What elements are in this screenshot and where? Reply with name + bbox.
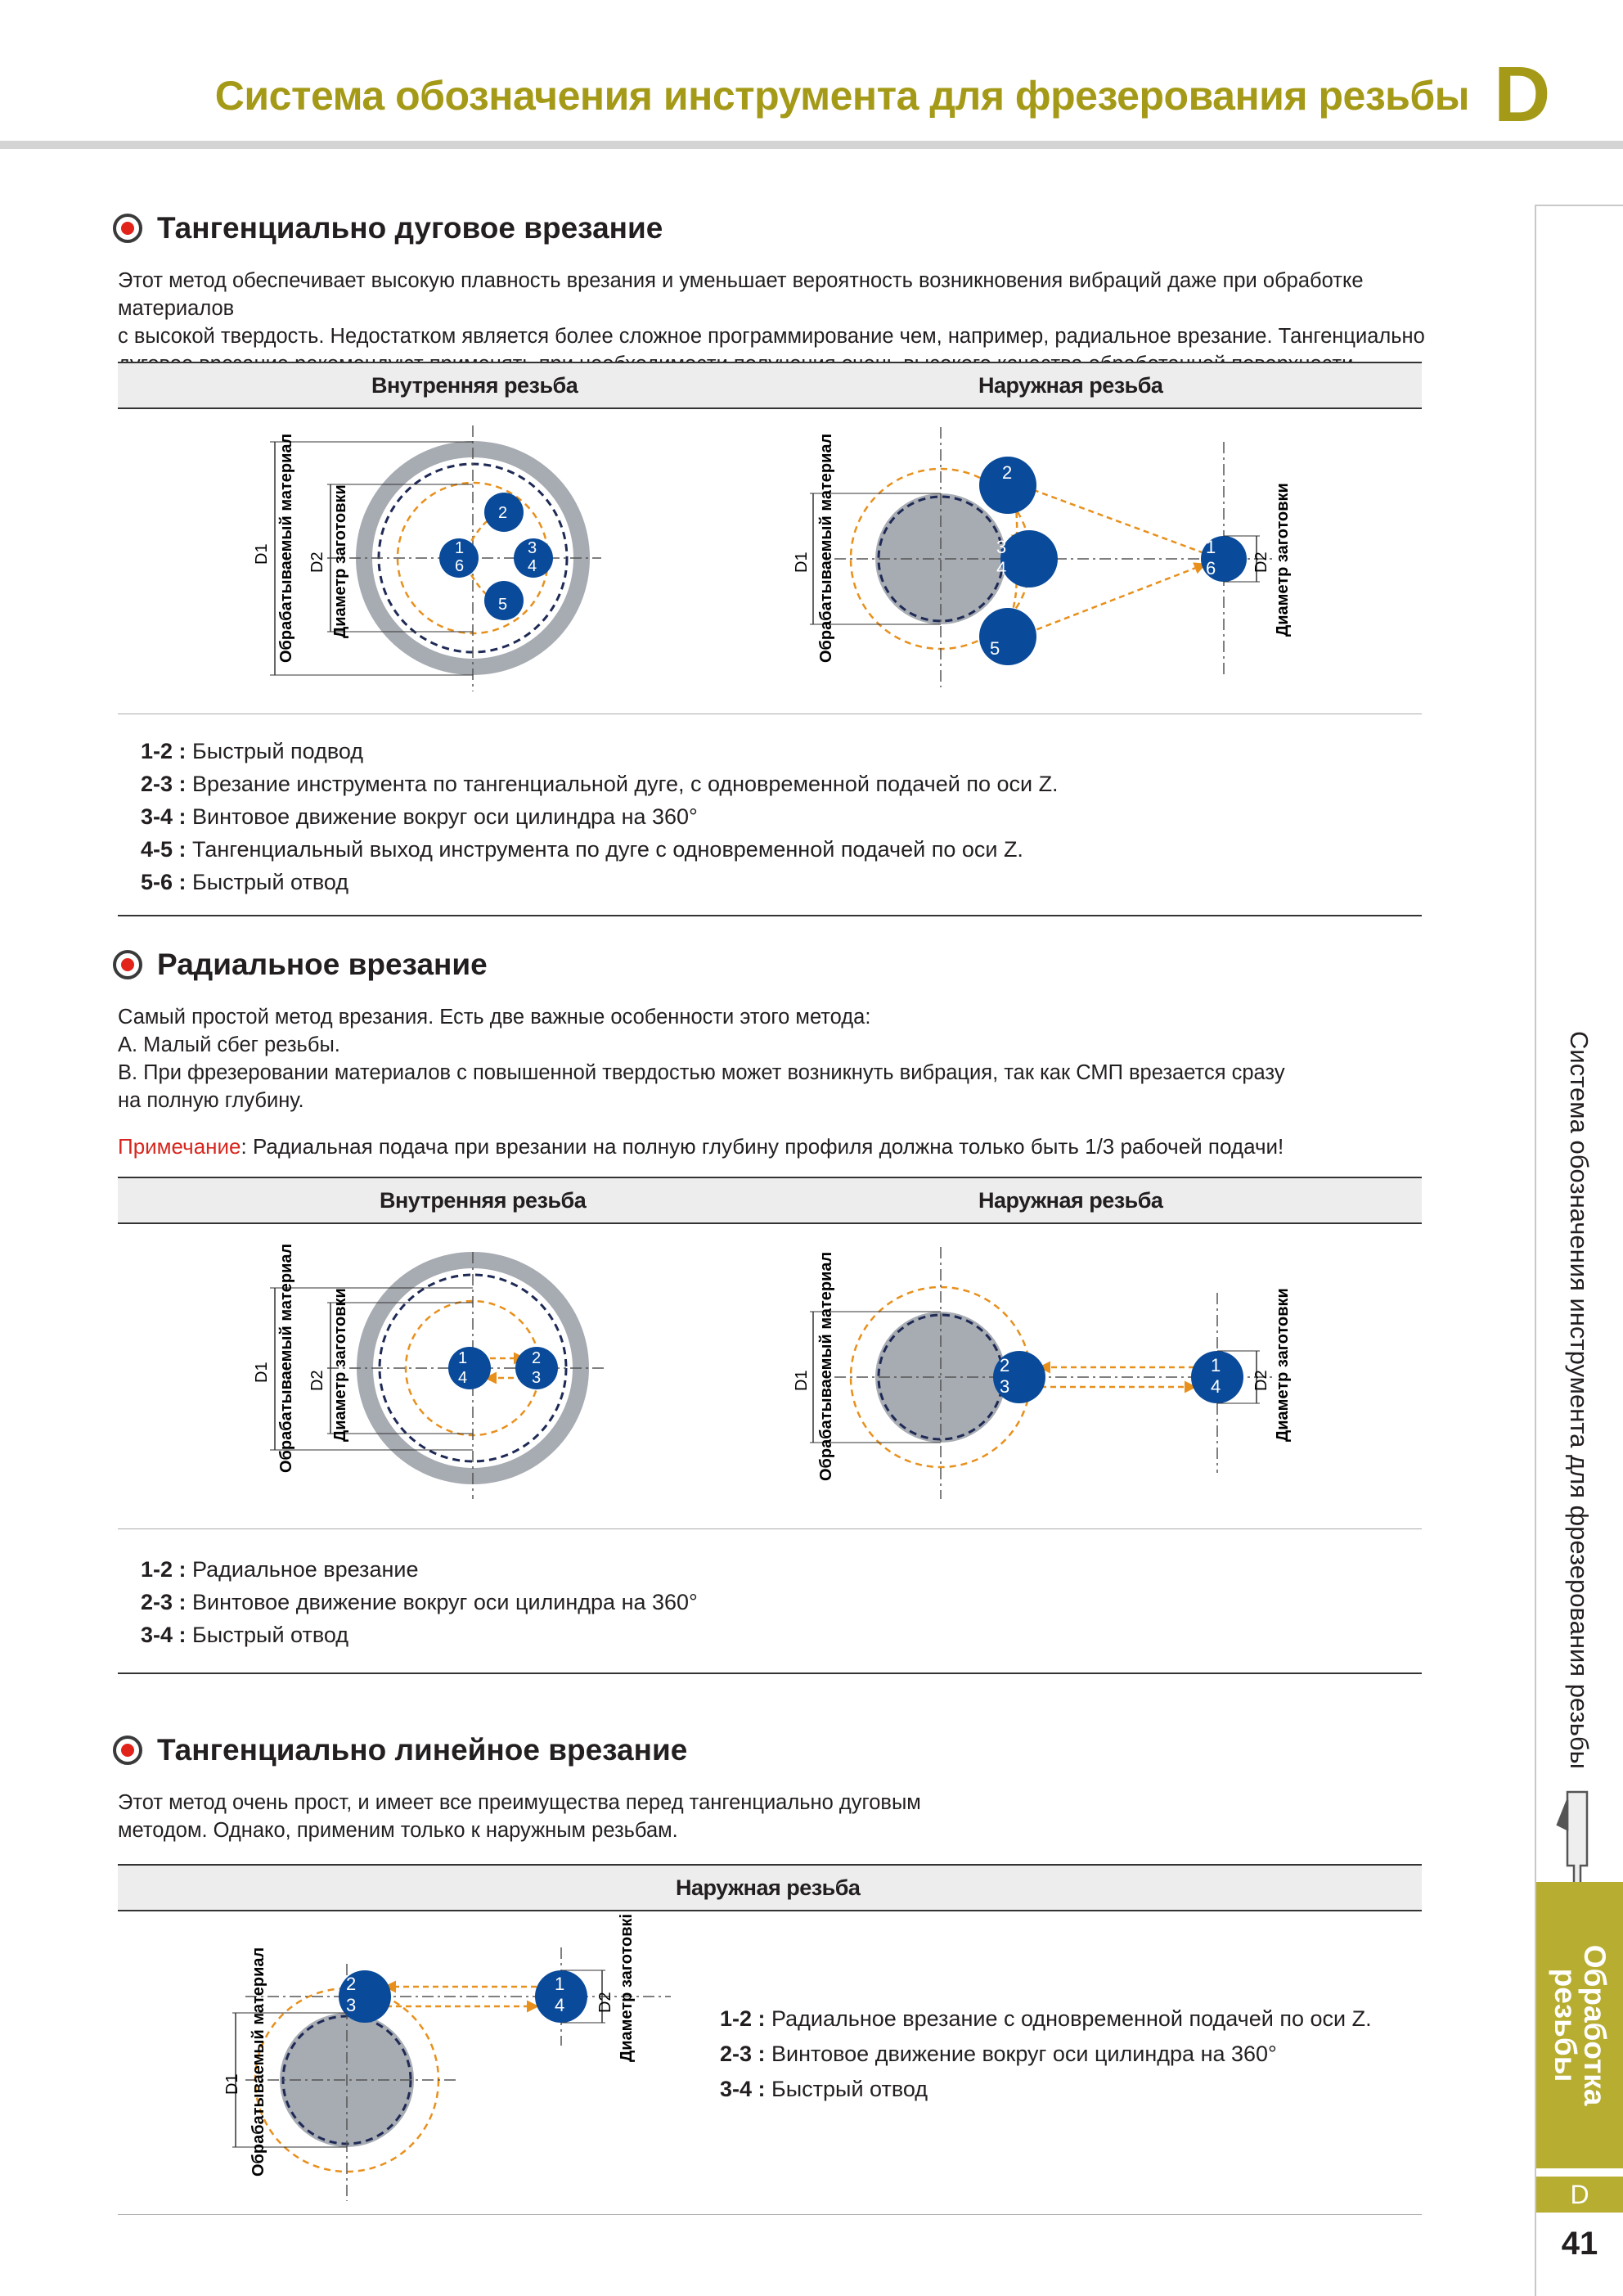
page-number: 41 [1561,2226,1598,2262]
svg-text:6: 6 [1206,558,1216,579]
column-header-external: Наружная резьба [676,1875,861,1900]
column-header-internal: Внутренняя резьба [371,373,578,398]
section-title-text: Тангенциально дуговое врезание [157,211,663,245]
step-row: 4-5 : Тангенциальный выход инструмента по дуге с одновременной подачей по оси Z. [141,837,1023,862]
svg-text:Обрабатываемый материал: Обрабатываемый материал [817,1251,835,1481]
paragraph-line: Этот метод очень прост, и имеет все преимущества перед тангенциально дуговым [118,1791,921,1814]
svg-text:3: 3 [346,1995,357,2015]
svg-text:D2: D2 [308,1370,326,1391]
chapter-tab-letter: D [1536,2177,1623,2213]
svg-text:6: 6 [455,557,465,575]
svg-text:1: 1 [455,539,465,557]
svg-text:4: 4 [528,557,537,575]
svg-text:Диаметр заготовки: Диаметр заготовки [331,1288,349,1442]
svg-text:D2: D2 [1252,1370,1270,1391]
svg-text:Диаметр заготовки: Диаметр заготовки [331,484,349,638]
svg-text:2: 2 [346,1974,357,1994]
svg-text:2: 2 [1000,1355,1010,1375]
chapter-tab-line2: резьбы [1549,1968,1582,2082]
tool-marker [1000,530,1058,588]
section-title-text: Тангенциально линейное врезание [157,1733,688,1767]
svg-text:D2: D2 [1252,551,1270,573]
svg-text:Диаметр заготовки: Диаметр заготовки [1274,483,1292,637]
paragraph-line: В. При фрезеровании материалов с повышенной твердостью может возникнуть вибрация, так как СМП врезается сразу [118,1061,1285,1084]
step-row: 3-4 : Быстрый отвод [141,1623,349,1647]
dim-labels-c [253,1244,349,1473]
tool-marker [979,608,1036,665]
note-text: : Радиальная подача при врезании на полную глубину профиля должна только быть 1/3 рабочей подачи! [241,1134,1284,1159]
svg-text:Обрабатываемый материал: Обрабатываемый материал [250,1947,268,2177]
column-header-external: Наружная резьба [978,1188,1163,1213]
svg-text:4: 4 [996,558,1007,579]
note-label: Примечание [118,1134,241,1159]
column-header-internal: Внутренняя резьба [380,1188,587,1213]
svg-text:3: 3 [528,539,537,557]
svg-text:4: 4 [458,1369,468,1387]
svg-text:4: 4 [1211,1376,1221,1397]
step-row: 5-6 : Быстрый отвод [141,870,349,894]
diagram-radial-external [810,1247,1276,1499]
dim-labels-e [223,1914,636,2177]
svg-text:D1: D1 [253,1362,271,1383]
svg-text:D2: D2 [308,551,326,573]
step-row: 2-3 : Винтовое движение вокруг оси цилиндра на 360° [141,1590,698,1614]
diagram-tangential-linear-external [232,1947,671,2201]
rail-vertical-title: Система обозначения инструмента для фрезерования резьбы [1565,1031,1594,1769]
paragraph-line: Этот метод обеспечивает высокую плавность врезания и уменьшает вероятность возникновения вибраций даже при обработке материалов [118,269,1364,320]
chapter-tab-line1: Обработка [1578,1944,1612,2106]
svg-text:Диаметр заготовкі: Диаметр заготовкі [618,1913,636,2062]
tool-marker [448,1347,491,1389]
svg-text:1: 1 [1211,1355,1221,1375]
svg-text:D1: D1 [223,2073,241,2095]
svg-text:Обрабатываемый материал: Обрабатываемый материал [817,433,835,663]
paragraph-line: Самый простой метод врезания. Есть две важные особенности этого метода: [118,1006,871,1029]
column-header-external: Наружная резьба [978,373,1163,398]
step-row: 1-2 : Быстрый подвод [141,739,364,763]
svg-text:2: 2 [1002,462,1013,483]
svg-text:2: 2 [498,504,508,522]
svg-text:4: 4 [555,1995,565,2015]
step-row: 2-3 : Винтовое движение вокруг оси цилиндра на 360° [720,2042,1277,2066]
svg-text:D1: D1 [253,543,271,565]
svg-text:Диаметр заготовки: Диаметр заготовки [1274,1288,1292,1442]
svg-text:1: 1 [555,1974,565,1994]
paragraph-line: методом. Однако, применим только к наружным резьбам. [118,1819,678,1842]
diagram-tangential-external [810,427,1276,687]
svg-text:5: 5 [990,638,1000,659]
svg-text:Обрабатываемый материал: Обрабатываемый материал [277,1243,295,1473]
svg-text:5: 5 [498,596,508,614]
svg-text:D1: D1 [793,1370,811,1391]
svg-text:D1: D1 [793,551,811,573]
step-row: 1-2 : Радиальное врезание с одновременной подачей по оси Z. [720,2006,1372,2031]
step-row: 3-4 : Винтовое движение вокруг оси цилиндра на 360° [141,804,698,829]
paragraph-line: с высокой твердость. Недостатком является более сложное программирование чем, например, радиальное врезание. Тангенциально [118,325,1425,348]
svg-text:1: 1 [1206,537,1216,557]
chapter-letter: D [1494,51,1551,138]
svg-text:3: 3 [996,537,1007,557]
svg-text:1: 1 [458,1349,468,1367]
step-row: 1-2 : Радиальное врезание [141,1557,419,1582]
svg-text:3: 3 [532,1369,542,1387]
svg-text:Обрабатываемый материал: Обрабатываемый материал [277,433,295,663]
paragraph-line: А. Малый сбег резьбы. [118,1033,340,1056]
svg-text:3: 3 [1000,1376,1010,1397]
paragraph-line: на полную глубину. [118,1089,304,1112]
section-title-text: Радиальное врезание [157,948,488,981]
dim-labels-a [253,434,349,663]
step-row: 3-4 : Быстрый отвод [720,2077,928,2101]
svg-text:D2: D2 [596,1992,614,2013]
page-title: Система обозначения инструмента для фрезерования резьбы [214,73,1469,119]
svg-text:2: 2 [532,1349,542,1367]
step-row: 2-3 : Врезание инструмента по тангенциальной дуге, с одновременной подачей по оси Z. [141,772,1059,796]
